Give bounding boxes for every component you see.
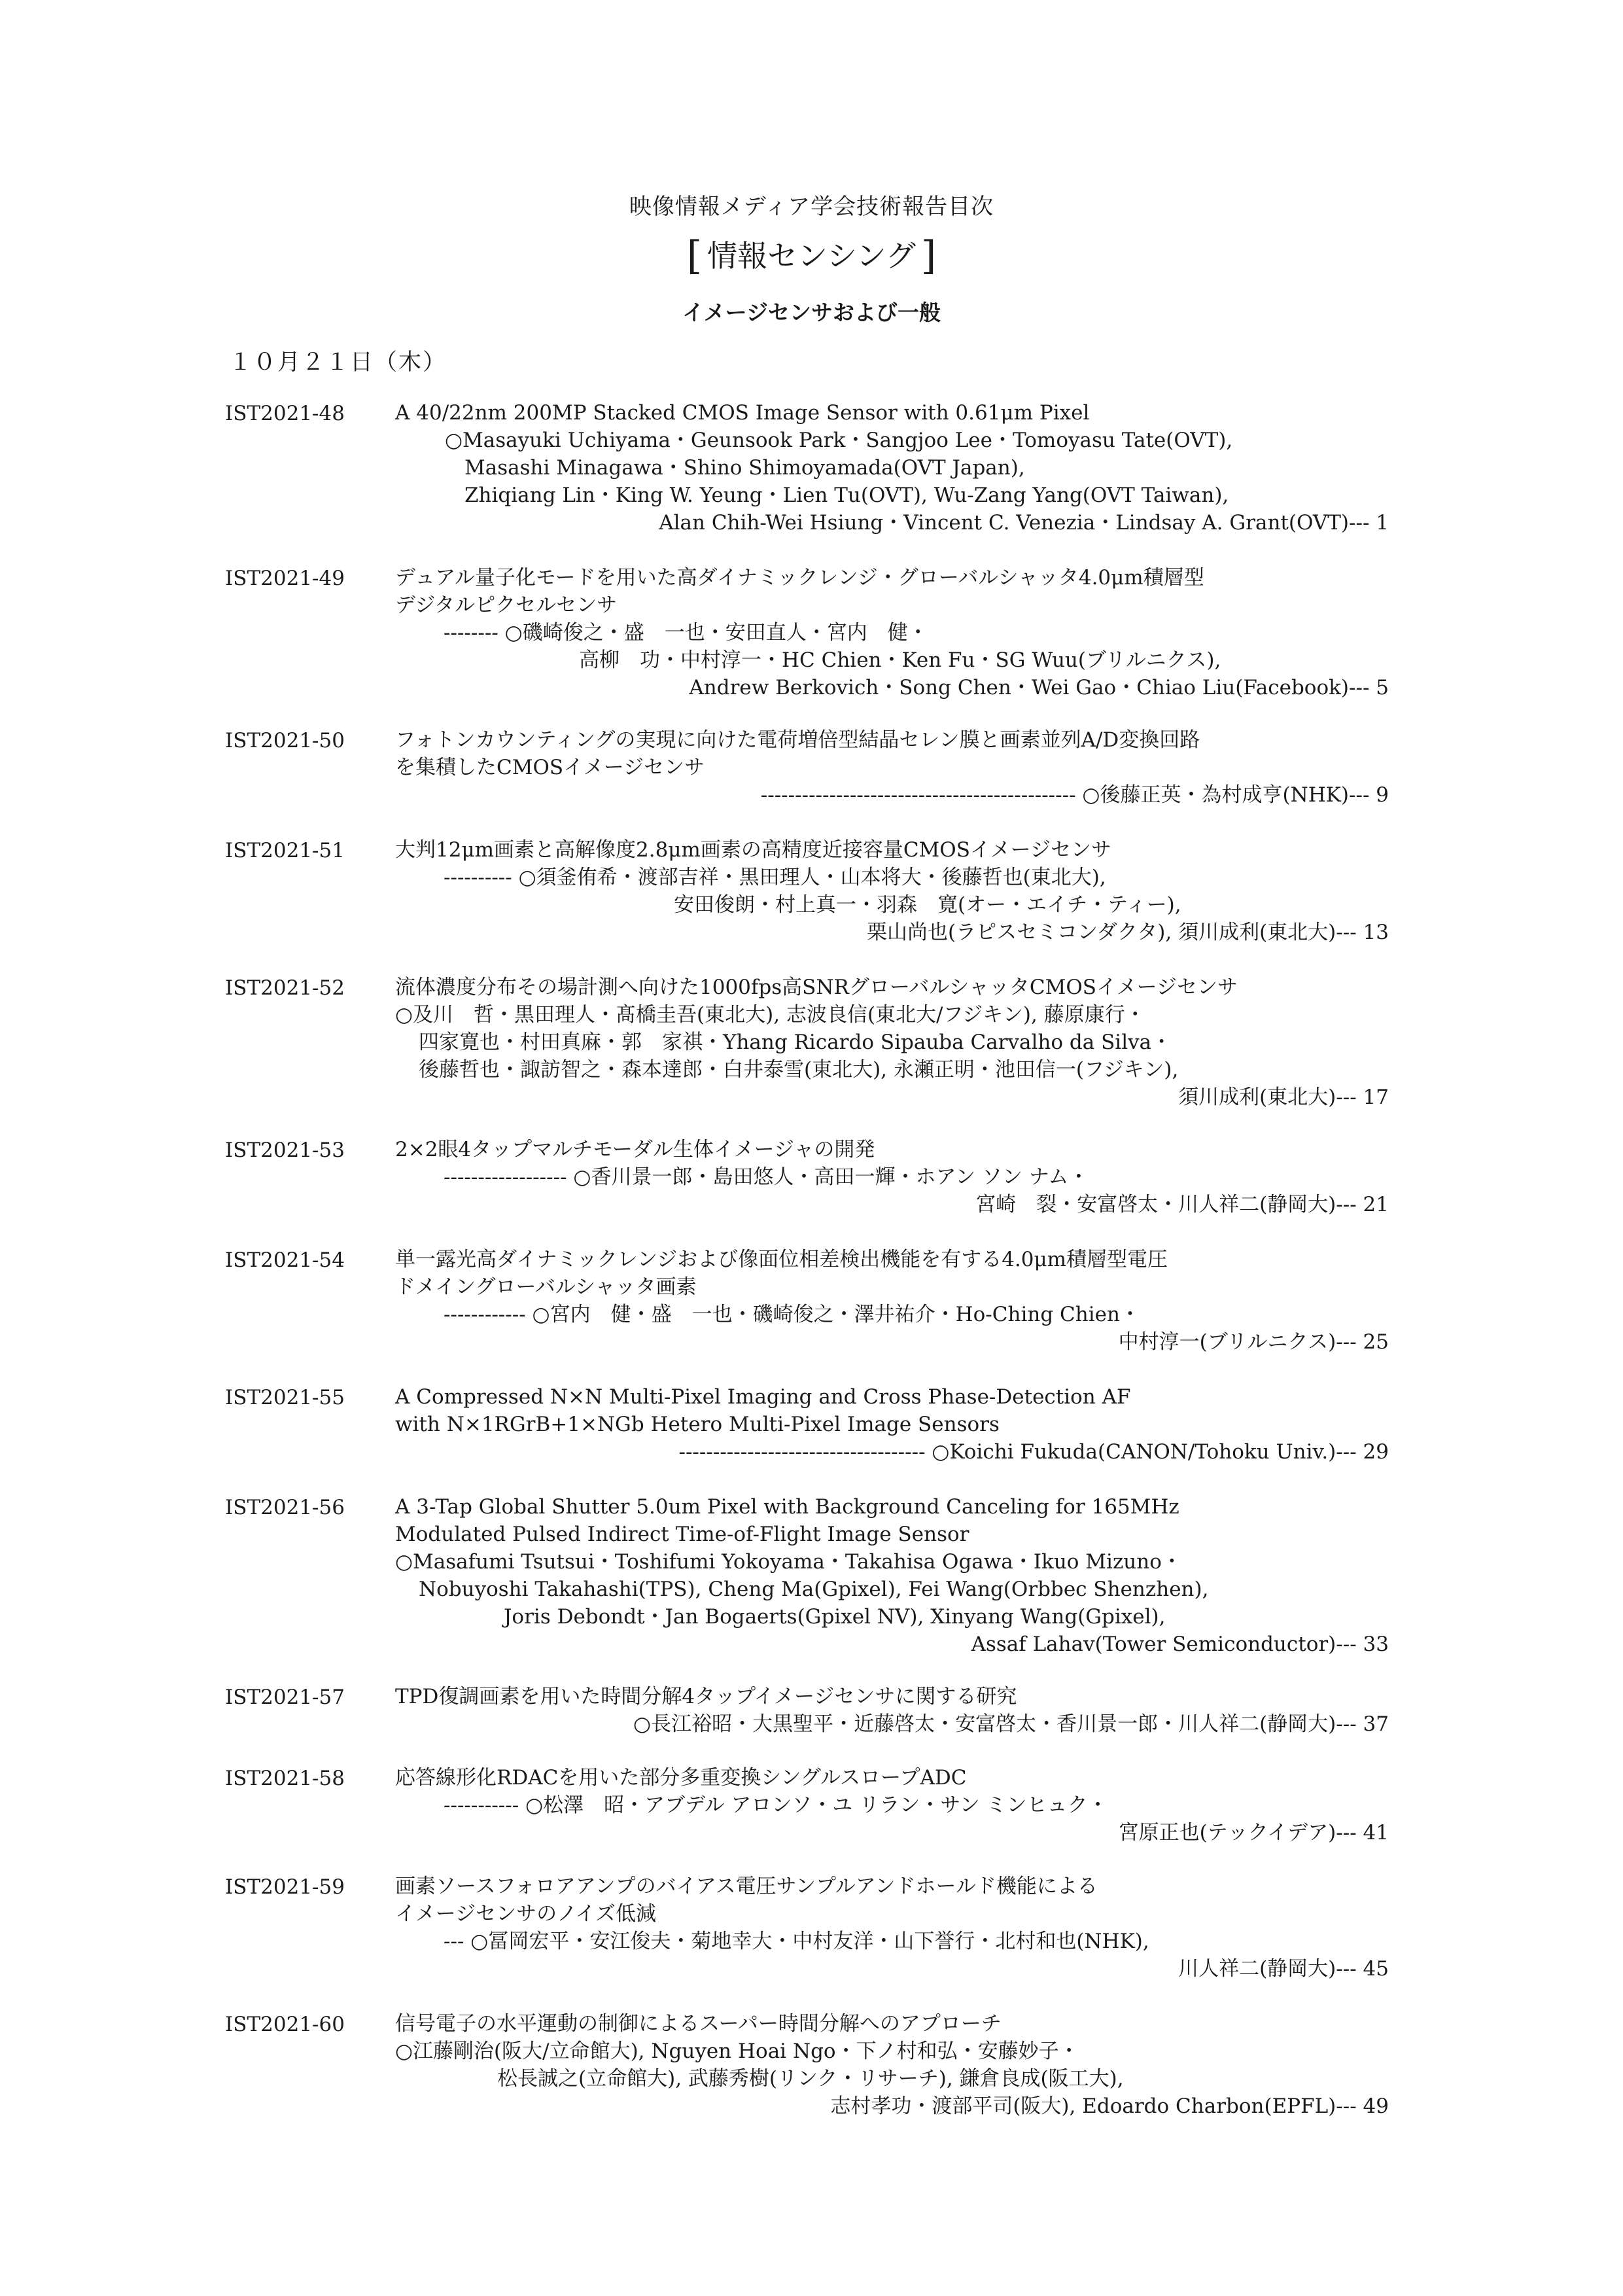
- entry-authors: Joris Debondt・Jan Bogaerts(Gpixel NV), Xinyang Wang(Gpixel),: [504, 1605, 1166, 1629]
- entry-authors-page: 中村淳一(ブリルニクス)--- 25: [1118, 1330, 1389, 1354]
- entry-id: IST2021-48: [225, 402, 345, 425]
- entry-authors: Zhiqiang Lin・King W. Yeung・Lien Tu(OVT), Wu-Zang Yang(OVT Taiwan),: [464, 484, 1229, 507]
- entry-authors-page: Andrew Berkovich・Song Chen・Wei Gao・Chiao Liu(Facebook)--- 5: [689, 676, 1389, 699]
- category-heading: [0, 230, 1623, 279]
- entry-title: 流体濃度分布その場計測へ向けた1000fps高SNRグローバルシャッタCMOSイメージセンサ: [395, 976, 1238, 999]
- entry-id: IST2021-60: [225, 2013, 345, 2036]
- entry-id: IST2021-50: [225, 729, 345, 752]
- entry-authors: ----------- ○松澤 昭・アブデル アロンソ・ユ リラン・サン ミンヒュク・: [444, 1793, 1108, 1817]
- category-label: 情報センシング: [707, 238, 916, 274]
- entry-authors-page: Assaf Lahav(Tower Semiconductor)--- 33: [971, 1633, 1389, 1656]
- entry-id: IST2021-59: [225, 1875, 345, 1899]
- entry-authors-page: 宮原正也(テックイデア)--- 41: [1118, 1821, 1389, 1845]
- report-title: 映像情報メディア学会技術報告目次: [629, 194, 994, 220]
- entry-title: を集積したCMOSイメージセンサ: [395, 756, 705, 779]
- entry-authors-page: 栗山尚也(ラピスセミコンダクタ), 須川成利(東北大)--- 13: [867, 921, 1389, 944]
- entry-authors: ------------------ ○香川景一郎・島田悠人・高田一輝・ホアン ソン ナム・: [444, 1165, 1089, 1189]
- session-date: １０月２１日（木）: [229, 349, 447, 376]
- entry-title: デジタルピクセルセンサ: [395, 593, 618, 617]
- entry-title: 2×2眼4タップマルチモーダル生体イメージャの開発: [395, 1138, 875, 1161]
- entry-authors-page: 宮崎 裂・安富啓太・川人祥二(静岡大)--- 21: [975, 1193, 1389, 1216]
- entry-title: 応答線形化RDACを用いた部分多重変換シングルスロープADC: [395, 1766, 967, 1790]
- entry-authors: Masashi Minagawa・Shino Shimoyamada(OVT Japan),: [464, 456, 1025, 480]
- entry-title: イメージセンサのノイズ低減: [395, 1902, 656, 1926]
- entry-authors: --- ○冨岡宏平・安江俊夫・菊地幸大・中村友洋・山下誉行・北村和也(NHK),: [444, 1930, 1149, 1953]
- entry-authors-page: ○長江裕昭・大黒聖平・近藤啓太・安富啓太・香川景一郎・川人祥二(静岡大)--- 37: [633, 1712, 1389, 1736]
- entry-id: IST2021-56: [225, 1496, 345, 1519]
- entry-authors: 後藤哲也・諏訪智之・森本達郎・白井泰雪(東北大), 永瀬正明・池田信一(フジキン),: [419, 1058, 1179, 1082]
- entry-title: フォトンカウンティングの実現に向けた電荷増倍型結晶セレン膜と画素並列A/D変換回路: [395, 728, 1200, 752]
- entry-id: IST2021-57: [225, 1686, 345, 1709]
- entry-authors: ○江藤剛治(阪大/立命館大), Nguyen Hoai Ngo・下ノ村和弘・安藤妙子・: [395, 2040, 1079, 2063]
- entry-title: Modulated Pulsed Indirect Time-of-Flight Image Sensor: [395, 1523, 969, 1546]
- entry-title: A Compressed N×N Multi-Pixel Imaging and Cross Phase-Detection AF: [395, 1385, 1131, 1409]
- entry-id: IST2021-52: [225, 976, 345, 1000]
- entry-id: IST2021-53: [225, 1139, 345, 1162]
- entry-id: IST2021-55: [225, 1386, 345, 1409]
- left-bracket: [: [686, 233, 703, 279]
- entry-id: IST2021-58: [225, 1767, 345, 1790]
- entry-authors: ---------- ○須釜侑希・渡部吉祥・黒田理人・山本将大・後藤哲也(東北大),: [444, 866, 1106, 889]
- entry-authors: ------------ ○宮内 健・盛 一也・磯崎俊之・澤井祐介・Ho-Ching Chien・: [444, 1303, 1140, 1326]
- entry-authors: -------- ○磯崎俊之・盛 一也・安田直人・宮内 健・: [444, 621, 928, 645]
- entry-id: IST2021-51: [225, 839, 345, 862]
- entry-id: IST2021-54: [225, 1248, 345, 1272]
- entry-authors: 安田俊朗・村上真一・羽森 寛(オー・エイチ・ティー),: [674, 893, 1181, 917]
- entry-title: 信号電子の水平運動の制御によるスーパー時間分解へのアプローチ: [395, 2012, 1002, 2036]
- entry-title: ドメイングローバルシャッタ画素: [395, 1275, 697, 1299]
- entry-authors-page: 川人祥二(静岡大)--- 45: [1178, 1957, 1389, 1981]
- entry-title: with N×1RGrB+1×NGb Hetero Multi-Pixel Image Sensors: [395, 1413, 1000, 1436]
- entry-title: 大判12μm画素と高解像度2.8μm画素の高精度近接容量CMOSイメージセンサ: [395, 838, 1112, 862]
- entry-authors: ○Masafumi Tsutsui・Toshifumi Yokoyama・Takahisa Ogawa・Ikuo Mizuno・: [395, 1550, 1182, 1574]
- right-bracket: ]: [920, 233, 937, 279]
- entry-authors: 高柳 功・中村淳一・HC Chien・Ken Fu・SG Wuu(ブリルニクス),: [579, 648, 1221, 672]
- entry-authors-page: 須川成利(東北大)--- 17: [1178, 1086, 1389, 1109]
- entry-authors: ○Masayuki Uchiyama・Geunsook Park・Sangjoo Lee・Tomoyasu Tate(OVT),: [445, 429, 1233, 452]
- entry-title: 単一露光高ダイナミックレンジおよび像面位相差検出機能を有する4.0μm積層型電圧: [395, 1248, 1168, 1271]
- entry-id: IST2021-49: [225, 567, 345, 590]
- entry-authors: Nobuyoshi Takahashi(TPS), Cheng Ma(Gpixel), Fei Wang(Orbbec Shenzhen),: [419, 1578, 1209, 1601]
- entry-authors-page: 志村孝功・渡部平司(阪大), Edoardo Charbon(EPFL)--- 49: [830, 2094, 1389, 2118]
- entry-title: デュアル量子化モードを用いた高ダイナミックレンジ・グローバルシャッタ4.0μm積層型: [395, 566, 1204, 590]
- entry-title: TPD復調画素を用いた時間分解4タップイメージセンサに関する研究: [395, 1685, 1017, 1708]
- entry-authors: 四家寛也・村田真麻・郭 家祺・Yhang Ricardo Sipauba Carvalho da Silva・: [419, 1031, 1172, 1054]
- entry-authors: ○及川 哲・黒田理人・髙橋圭吾(東北大), 志波良信(東北大/フジキン), 藤原康行・: [395, 1003, 1145, 1027]
- entry-authors-page: Alan Chih-Wei Hsiung・Vincent C. Venezia・Lindsay A. Grant(OVT)--- 1: [659, 511, 1389, 535]
- entry-authors: 松長誠之(立命館大), 武藤秀樹(リンク・リサーチ), 鎌倉良成(阪工大),: [497, 2067, 1124, 2091]
- entry-title: A 3-Tap Global Shutter 5.0um Pixel with Background Canceling for 165MHz: [395, 1495, 1179, 1519]
- entry-title: A 40/22nm 200MP Stacked CMOS Image Sensor with 0.61μm Pixel: [395, 401, 1090, 425]
- session-subtitle: イメージセンサおよび一般: [682, 300, 941, 325]
- entry-authors-page: ------------------------------------ ○Koichi Fukuda(CANON/Tohoku Univ.)--- 29: [678, 1440, 1389, 1464]
- entry-authors-page: ---------------------------------------------- ○後藤正英・為村成亨(NHK)--- 9: [760, 783, 1389, 807]
- entry-title: 画素ソースフォロアアンプのバイアス電圧サンプルアンドホールド機能による: [395, 1875, 1098, 1898]
